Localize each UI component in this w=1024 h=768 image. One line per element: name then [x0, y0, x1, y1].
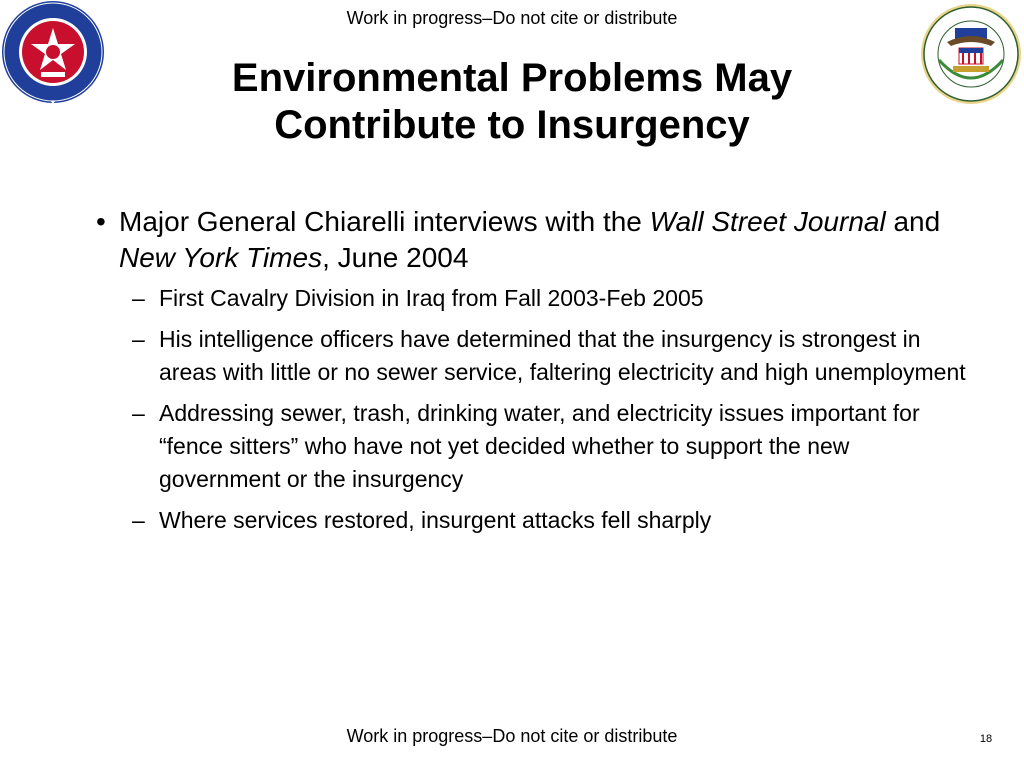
bullet-text-3: and: [885, 206, 941, 237]
sub-bullet-text: Addressing sewer, trash, drinking water, and electricity issues important for “fence sitters” who have not yet decided whether to support the new government or the insurgency: [159, 400, 920, 492]
bullet-text-nyt: New York Times: [119, 242, 323, 273]
sub-bullet-text: Where services restored, insurgent attacks fell sharply: [159, 507, 712, 533]
bullet-mark: •: [96, 206, 106, 237]
dash-mark: –: [132, 400, 145, 426]
bullet-text-1: Major General Chiarelli interviews with the: [119, 206, 650, 237]
svg-text:★: ★: [50, 100, 56, 106]
dash-mark: –: [132, 326, 145, 352]
bullet-text-5: , June 2004: [322, 242, 469, 273]
sub-bullet: [132, 397, 976, 496]
sub-bullet: [132, 504, 976, 537]
slide-number: 18: [979, 733, 993, 745]
footer-note: Work in progress–Do not cite or distribute: [346, 726, 678, 746]
asa-seal-logo: [0, 0, 108, 108]
main-bullet: [96, 204, 976, 276]
aepi-seal-logo: [917, 0, 1024, 108]
bullet-text-wsj: Wall Street Journal: [649, 206, 886, 237]
header-note: Work in progress–Do not cite or distribute: [346, 8, 678, 28]
slide-title: [130, 55, 894, 149]
slide-body: [96, 204, 976, 545]
sub-bullet-text: His intelligence officers have determined that the insurgency is strongest in areas with little or no sewer service, faltering electricity and high unemployment: [159, 326, 966, 385]
sub-bullet: [132, 323, 976, 389]
title-line-2: Contribute to Insurgency: [274, 103, 750, 147]
dash-mark: –: [132, 285, 145, 311]
sub-bullet: [132, 282, 976, 315]
sub-bullet-text: First Cavalry Division in Iraq from Fall 2003-Feb 2005: [159, 285, 704, 311]
dash-mark: –: [132, 507, 145, 533]
title-line-1: Environmental Problems May: [231, 56, 793, 100]
